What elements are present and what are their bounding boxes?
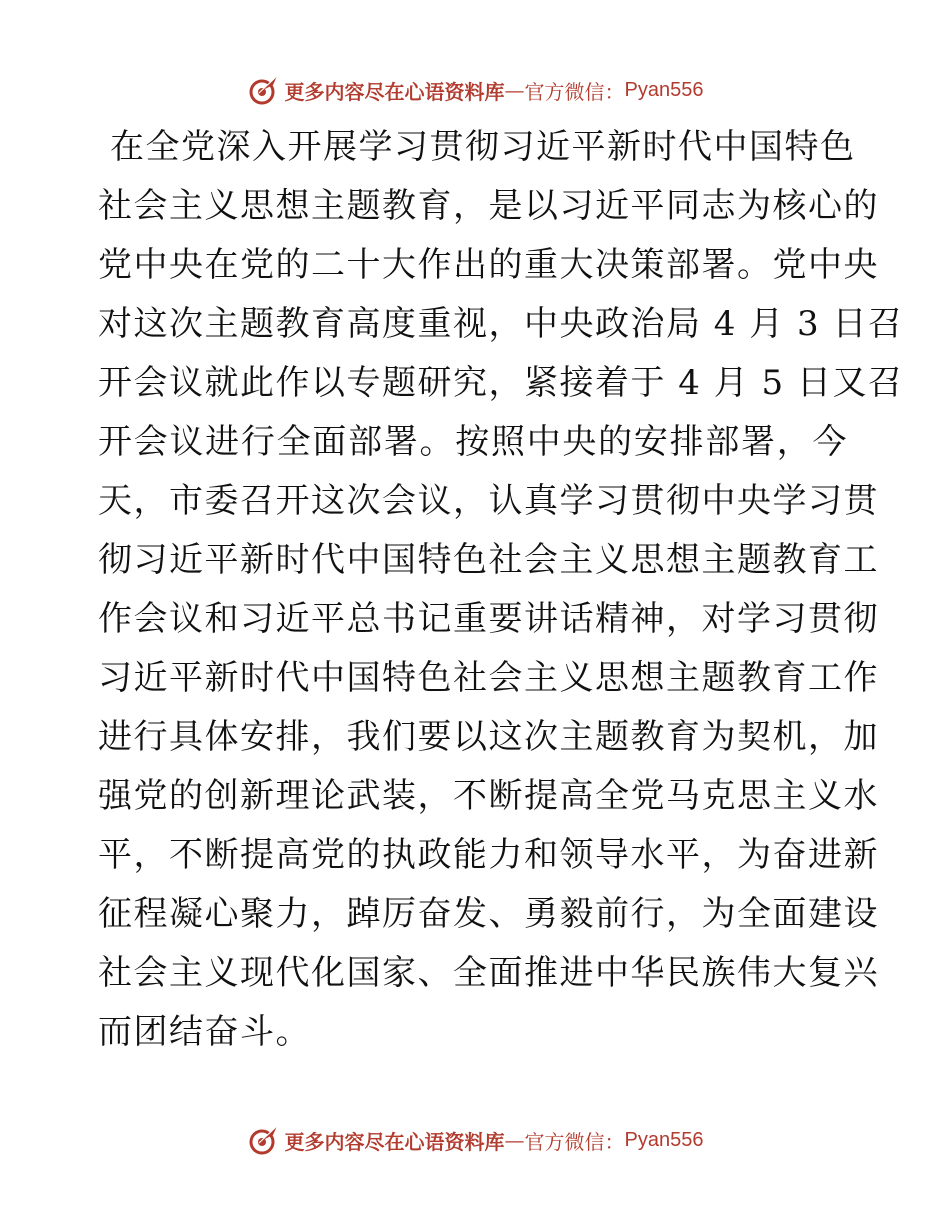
body-line: 开会议就此作以专题研究，紧接着于 4 月 5 日又召 [98, 363, 904, 403]
body-line: 习近平新时代中国特色社会主义思想主题教育工作 [98, 658, 879, 698]
quill-logo-icon [247, 73, 281, 107]
quill-logo-icon [247, 1123, 281, 1157]
body-line: 党中央在党的二十大作出的重大决策部署。党中央 [98, 245, 879, 285]
watermark-text: 更多内容尽在心语资料库 [284, 1129, 505, 1154]
body-line: 社会主义思想主题教育，是以习近平同志为核心的 [98, 186, 879, 226]
watermark-wechat-label: 官方微信： [524, 79, 625, 104]
header-watermark [0, 70, 950, 110]
body-line: 平，不断提高党的执政能力和领导水平，为奋进新 [98, 835, 879, 875]
watermark-separator: — [504, 78, 525, 102]
body-line: 在全党深入开展学习贯彻习近平新时代中国特色 [110, 127, 856, 167]
watermark-wechat-label: 官方微信： [524, 1129, 625, 1154]
watermark-wechat-id: Pyan556 [624, 78, 704, 101]
footer-watermark [0, 1120, 950, 1160]
body-line: 天，市委召开这次会议，认真学习贯彻中央学习贯 [98, 481, 879, 521]
body-line: 作会议和习近平总书记重要讲话精神，对学习贯彻 [98, 599, 879, 639]
body-line: 征程凝心聚力，踔厉奋发、勇毅前行，为全面建设 [98, 894, 879, 934]
watermark-wechat-id: Pyan556 [624, 1128, 704, 1151]
body-line: 而团结奋斗。 [98, 1012, 311, 1052]
body-line: 进行具体安排，我们要以这次主题教育为契机，加 [98, 717, 879, 757]
watermark-text: 更多内容尽在心语资料库 [284, 79, 505, 104]
document-body [98, 118, 904, 1062]
body-line: 开会议进行全面部署。按照中央的安排部署，今 [98, 422, 848, 462]
body-line: 对这次主题教育高度重视，中央政治局 4 月 3 日召 [98, 304, 904, 344]
body-line: 社会主义现代化国家、全面推进中华民族伟大复兴 [98, 953, 879, 993]
body-line: 强党的创新理论武装，不断提高全党马克思主义水 [98, 776, 879, 816]
watermark-separator: — [504, 1128, 525, 1152]
body-line: 彻习近平新时代中国特色社会主义思想主题教育工 [98, 540, 879, 580]
